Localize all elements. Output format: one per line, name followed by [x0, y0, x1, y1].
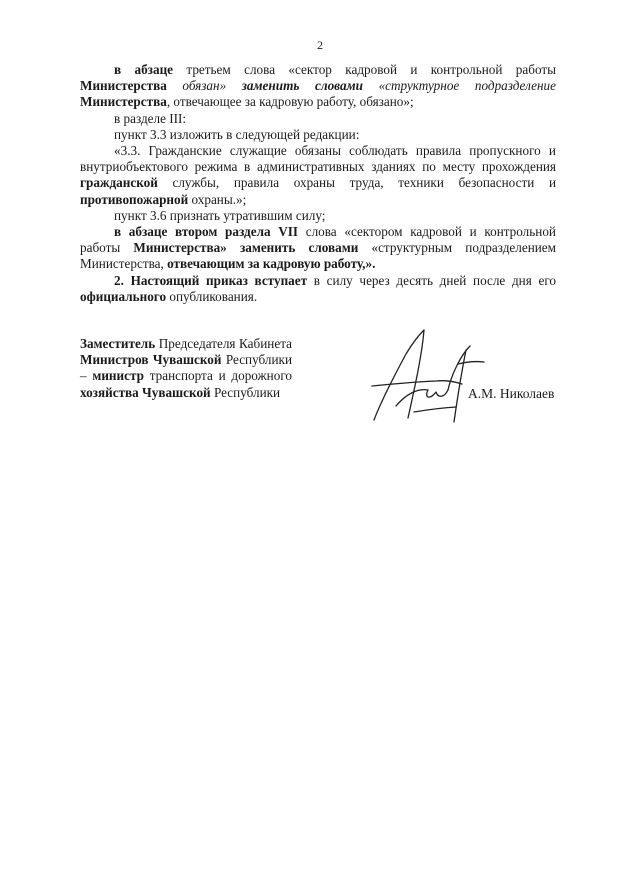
text-run: опубликования.	[166, 288, 258, 304]
text-run: Председателя Кабинета	[155, 336, 292, 351]
text-run: Министерства	[80, 94, 167, 110]
text-run: Министерства» заменить словами	[133, 240, 359, 256]
text-run: Республики	[210, 384, 281, 400]
text-run: «3.3. Гражданские служащие обязаны соблюдать правила пропускного и внутриобъектового режима в административных зданиях по месту прохождения	[80, 143, 556, 175]
text-run: 2. Настоящий приказ вступает	[114, 272, 308, 288]
text-run: обязан»	[166, 78, 242, 94]
text-run: противопожарной	[80, 191, 189, 207]
text-run: , отвечающее за кадровую работу, обязано»;	[166, 94, 414, 110]
text-run: слова «сектором кадровой и контрольной работы	[80, 224, 556, 256]
paragraph-section-seven	[80, 224, 556, 273]
text-run: Министерства	[80, 78, 167, 94]
text-run: министр	[92, 368, 144, 384]
text-run: «структурное подразделение	[362, 78, 557, 94]
text-run: гражданской	[80, 175, 158, 191]
paragraph-amend-third-abzac	[80, 62, 556, 111]
text-run: «структурным подразделением Министерства,	[80, 240, 557, 272]
handwritten-signature-icon	[366, 324, 490, 428]
text-run: службы, правила охраны труда, техники безопасности и	[157, 175, 556, 191]
text-run: заменить словами	[241, 78, 363, 94]
signer-name: А.М. Николаев	[468, 386, 555, 401]
page-number: 2	[317, 38, 323, 52]
text-run: отвечающим за кадровую работу,».	[167, 256, 376, 272]
text-run: в абзаце втором раздела VII	[114, 224, 299, 240]
text-run: в абзаце	[114, 62, 174, 77]
text-run: пункт 3.3 изложить в следующей редакции:	[114, 126, 360, 142]
text-run: в силу через десять дней после дня его	[307, 272, 556, 288]
paragraph-section-three	[80, 111, 556, 127]
text-run: Заместитель	[80, 336, 156, 351]
paragraph-entry-into-force	[80, 273, 556, 305]
text-run: Республики –	[80, 352, 293, 384]
paragraph-point-3-6	[80, 208, 556, 224]
text-run: третьем слова «сектор кадровой и контрольной работы	[173, 62, 556, 77]
text-run: в разделе III:	[114, 110, 187, 126]
text-run: пункт 3.6 признать утратившим силу;	[114, 207, 326, 223]
paragraph-point-3-3-intro	[80, 127, 556, 143]
paragraph-point-3-3-text	[80, 143, 556, 208]
text-run: официального	[80, 288, 167, 304]
signer-position	[80, 336, 292, 401]
text-run: охраны.»;	[188, 191, 247, 207]
document-body	[80, 62, 556, 305]
text-run: Министров Чувашской	[80, 352, 222, 368]
text-run: хозяйства Чувашской	[80, 384, 211, 400]
text-run: транспорта и дорожного	[143, 368, 292, 384]
